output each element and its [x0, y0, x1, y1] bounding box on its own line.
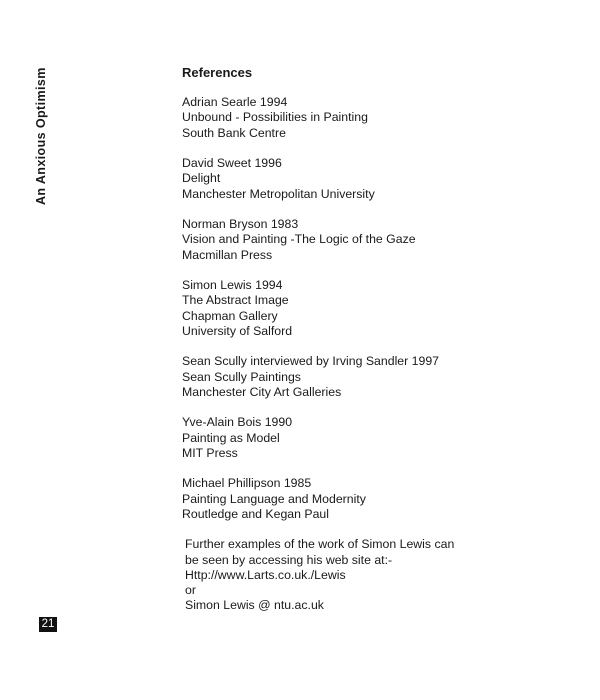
reference-publisher: Chapman Gallery: [182, 308, 278, 323]
page-number: 21: [39, 617, 57, 632]
reference-publisher: Manchester Metropolitan University: [182, 186, 375, 201]
reference-entry: [182, 415, 454, 461]
reference-entry: [182, 476, 454, 522]
references-heading: References: [182, 65, 253, 80]
reference-title: Unbound - Possibilities in Painting: [182, 110, 368, 125]
running-title: An Anxious Optimism: [34, 67, 48, 205]
reference-author-year: Yve-Alain Bois 1990: [182, 415, 293, 430]
reference-publisher: Routledge and Kegan Paul: [182, 506, 329, 521]
references-section: [182, 65, 454, 629]
reference-publisher: MIT Press: [182, 445, 238, 460]
reference-title: Vision and Painting -The Logic of the Gaze: [182, 232, 416, 247]
reference-title: The Abstract Image: [182, 293, 289, 308]
reference-entry: [182, 217, 454, 263]
reference-publisher: South Bank Centre: [182, 125, 286, 140]
reference-author-year: Sean Scully interviewed by Irving Sandler 1997: [182, 354, 440, 369]
reference-title: Sean Scully Paintings: [182, 369, 301, 384]
reference-entry: [182, 278, 454, 339]
reference-author-year: Adrian Searle 1994: [182, 95, 288, 110]
reference-author-year: Norman Bryson 1983: [182, 217, 299, 232]
website-url: Http://www.Larts.co.uk./Lewis: [185, 567, 346, 582]
reference-publisher: Manchester City Art Galleries: [182, 384, 342, 399]
email-address: Simon Lewis @ ntu.ac.uk: [185, 598, 324, 613]
further-info-note: [185, 537, 454, 613]
reference-entry: [182, 354, 454, 400]
reference-institution: University of Salford: [182, 323, 293, 338]
reference-title: Painting as Model: [182, 430, 280, 445]
note-line: be seen by accessing his web site at:-: [185, 552, 393, 567]
reference-publisher: Macmillan Press: [182, 247, 273, 262]
note-line: or: [185, 583, 196, 598]
reference-author-year: Simon Lewis 1994: [182, 278, 283, 293]
reference-entry: [182, 95, 454, 141]
reference-author-year: Michael Phillipson 1985: [182, 476, 312, 491]
reference-author-year: David Sweet 1996: [182, 156, 282, 171]
reference-title: Painting Language and Modernity: [182, 491, 366, 506]
note-line: Further examples of the work of Simon Lewis can: [185, 537, 455, 552]
reference-entry: [182, 156, 454, 202]
reference-title: Delight: [182, 171, 221, 186]
